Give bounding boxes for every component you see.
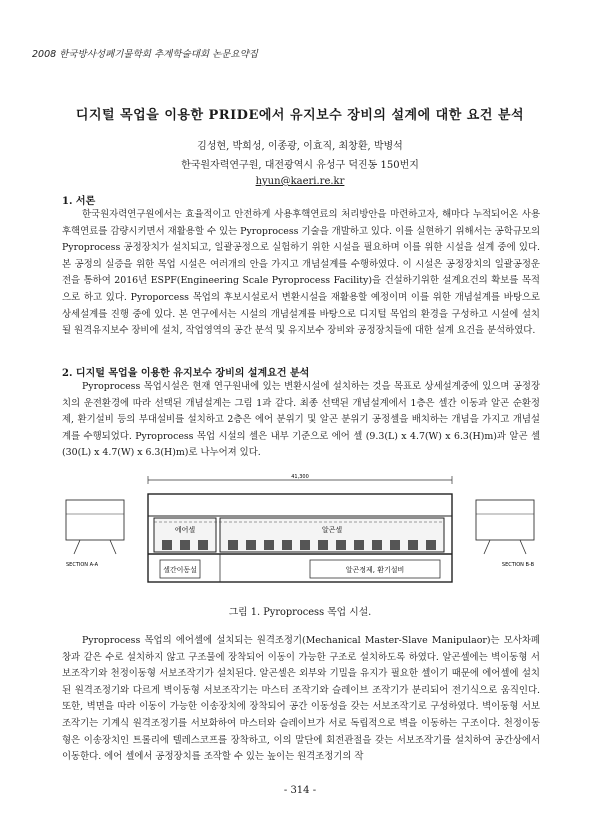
section-1-body: 한국원자력연구원에서는 효율적이고 안전하게 사용후핵연료의 처리방안을 마련하고자, 해마다 누적되어온 사용후핵연료를 감량시키면서 재활용할 수 있는 Pyroprocess 기술을 개발하고 있다. 이를 실현하기 위해서는 공학규모의 Pyroprocess 공정장치가 설치되고, 일괄공정으로 실험하기 위한 시설을 필요하며 이를 위한 시설을 설계 중에 있다. 본 공정의 실증을 위한 목업 시설은 여러개의 안을 가지고 개념설계를 수행하였다. 이 시설은 공정장치의 일괄공정운전을 통하여 2016년 ESPF(Engineering Scale Pyroprocess Facility)을 건설하기위한 설계요건의 확보를 목적으로 하고 있다. Pyroporcess 목업의 후보시설로서 변환시설을 재활용할 예정이며 이를 위한 개념설계를 바탕으로 상세설계를 진행 중에 있다. 본 연구에서는 시설의 개념설계를 바탕으로 디지털 목업의 환경을 구성하고 시설에 설치될 원격유지보수 장비에 설치, 작업영역의 공간 분석 및 유지보수 장비와 공정장치들에 대한 설계 요건을 분석하였다.: [62, 209, 540, 337]
section-1-heading: 1. 서론: [62, 196, 96, 207]
section-2-body-continued: Pyroprocess 목업의 에어셀에 설치되는 원격조정기(Mechanical Master-Slave Manipulaor)는 모사차폐창과 같은 수로 설치하지 않고 구조물에 장착되어 이동이 가능한 구조로 설치하도록 하였다. 알곤셀에는 벽이동형 서보조작기와 천정이동형 서보조작기가 설치된다. 알곤셀은 외부와 기밀을 유지가 필요한 셀이기 때문에 에어셀에 설치된 원격조정기와 다르게 벽이동형 서보조작기는 마스터 조작기와 슬레이브 조작기가 분리되어 전기식으로 움직인다. 또한, 벽면을 따라 이동이 가능한 이송장치에 장착되어 공간 이동성을 갖는 서보조작기로 구성하였다. 벽이동형 서보조작기는 기계식 원격조정기를 서보화하여 마스터와 슬레이브가 서로 독립적으로 벽을 이동하는 구조이다. 천정이동형은 이송장치인 트롤리에 텔레스코프를 장착하고, 이의 말단에 회전관절을 갖는 서보조작기를 설치하여 공간상에서 이동한다. 에어 셀에서 공정장치를 조작할 수 있는 높이는 원격조정기의 작: [62, 635, 540, 763]
page-number: - 314 -: [283, 785, 317, 796]
affiliation: 한국원자력연구원, 대전광역시 유성구 덕진동 150번지: [181, 160, 419, 171]
argon-purify-label: 알곤정제, 환기설비: [345, 566, 405, 574]
facility-figure: [60, 470, 540, 598]
paper-title: 디지털 목업을 이용한 PRIDE에서 유지보수 장비의 설계에 대한 요건 분석: [75, 108, 525, 123]
argon-cell-label: 알곤셀: [321, 526, 343, 534]
section-2-body: Pyroprocess 목업시설은 현재 연구원내에 있는 변환시설에 설치하는 것을 목표로 상세설계중에 있으며 공정장치의 운전환경에 따라 선택된 개념설계는 그림 1과 같다. 최종 선택된 개념설계에서 1층은 셀간 이동과 알곤 순환정제, 환기설비 등의 부대설비를 설치하고 2층은 에어 분위기 및 알곤 분위기 공정셀을 배치하는 개념을 가지고 개념설계를 수행되었다. Pyroprocess 목업 시설의 셀은 내부 기준으로 에어 셀 (9.3(L) x 4.7(W) x 6.3(H)m)과 알곤 셀 (30(L) x 4.7(W) x 6.3(H)m)로 나누어져 있다.: [62, 381, 540, 459]
dimension-label: 41,300: [291, 474, 309, 480]
cell-transfer-label: 셀간이동설: [163, 566, 197, 574]
author-email: hyun@kaeri.re.kr: [255, 176, 345, 187]
facility-drawing: [60, 470, 540, 598]
figure-caption: 그림 1. Pyroprocess 목업 시설.: [228, 607, 372, 618]
author-list: 김성현, 박희성, 이종광, 이효직, 최창환, 박병석: [197, 141, 403, 152]
air-cell-label: 에어셀: [174, 526, 196, 534]
right-section-mark: SECTION B-B: [501, 562, 534, 568]
running-header: 2008 한국방사성폐기물학회 추계학술대회 논문요약집: [32, 49, 258, 60]
left-section-mark: SECTION A-A: [66, 562, 99, 568]
section-2-heading: 2. 디지털 목업을 이용한 유지보수 장비의 설계요건 분석: [62, 368, 310, 379]
